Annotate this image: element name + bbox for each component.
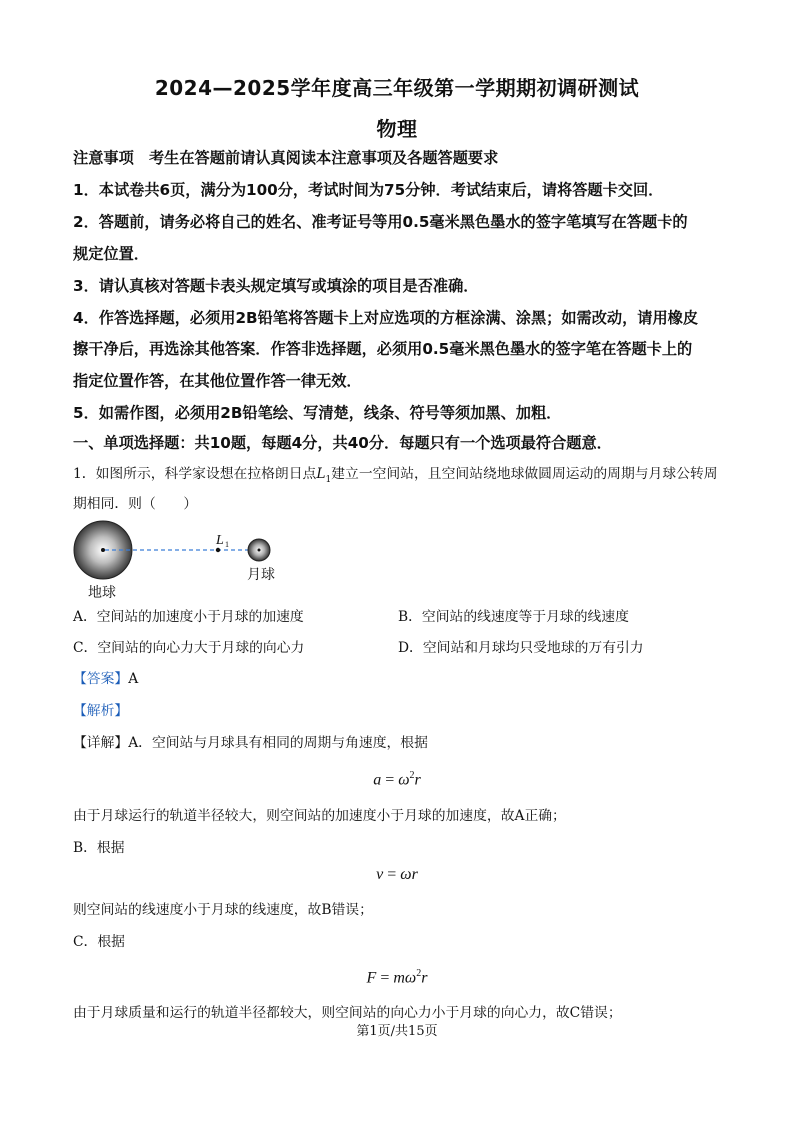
lagrange-point-dot [216,548,220,552]
formula-velocity: v = ωr [376,866,418,883]
lagrange-point-label: L [216,533,224,548]
earth-moon-figure [70,520,290,610]
answer-value: A [128,671,139,687]
notice-item-5: 5．如需作图，必须用2B铅笔绘、写清楚，线条、符号等须加黑、加粗． [73,404,562,422]
earth-label: 地球 [88,585,116,601]
detail-b: B．根据 [73,840,125,856]
notice-heading: 注意事项 考生在答题前请认真阅读本注意事项及各题答题要求 [73,149,499,167]
notice-item-4-cont: 擦干净后，再选涂其他答案．作答非选择题，必须用0.5毫米黑色墨水的签字笔在答题卡上的 [73,340,693,358]
question-stem-line2: 期相同．则（ ） [73,496,198,512]
lagrange-point-sublabel: 1 [225,540,229,549]
answer-tag: 【答案】 [73,671,129,687]
exam-title: 2024—2025学年度高三年级第一学期期初调研测试 [154,76,640,100]
detail-tag: 【详解】 [73,735,129,751]
formula-force: $F = m\omega^2r$ [366,968,428,987]
subject-title: 物理 [376,117,418,141]
notice-item-4-cont2: 指定位置作答，在其他位置作答一律无效． [73,372,362,390]
question-stem-line1: 1．如图所示，科学家设想在拉格朗日点$L_1$建立一空间站，且空间站绕地球做圆周运动的周期与月球公转周 [73,466,718,485]
detail-a-line: 【详解】A．空间站与月球具有相同的周期与角速度，根据 [73,735,428,751]
notice-item-1: 1．本试卷共6页，满分为100分，考试时间为75分钟．考试结束后，请将答题卡交回． [73,181,664,199]
section-heading: 一、单项选择题：共10题，每题4分，共40分．每题只有一个选项最符合题意． [73,434,612,452]
conclusion-a: 由于月球运行的轨道半径较大，则空间站的加速度小于月球的加速度，故A正确； [73,808,566,824]
analysis-line [73,701,128,721]
earth-moon-diagram [70,520,290,610]
moon-label: 月球 [247,567,275,583]
conclusion-b: 则空间站的线速度小于月球的线速度，故B错误； [73,902,373,918]
option-c: C．空间站的向心力大于月球的向心力 [73,640,305,656]
option-a: A．空间站的加速度小于月球的加速度 [73,609,304,625]
lagrange-point-symbol: L [316,466,326,482]
notice-item-2-cont: 规定位置． [73,245,149,263]
detail-c: C．根据 [73,934,125,950]
notice-item-2: 2．答题前，请务必将自己的姓名、准考证号等用0.5毫米黑色墨水的签字笔填写在答题卡的 [73,213,688,231]
answer-line [73,669,138,689]
notice-item-3: 3．请认真核对答题卡表头规定填写或填涂的项目是否准确． [73,277,479,295]
analysis-tag: 【解析】 [73,703,129,719]
formula-acceleration: $a = \omega^2r$ [373,770,421,789]
conclusion-c: 由于月球质量和运行的轨道半径都较大，则空间站的向心力小于月球的向心力，故C错误； [73,1005,622,1021]
option-b: B．空间站的线速度等于月球的线速度 [398,609,629,625]
notice-item-4: 4．作答选择题，必须用2B铅笔将答题卡上对应选项的方框涂满、涂黑；如需改动，请用橡皮 [73,309,699,327]
page-number: 第1页/共15页 [356,1024,438,1039]
option-d: D．空间站和月球均只受地球的万有引力 [398,640,644,656]
